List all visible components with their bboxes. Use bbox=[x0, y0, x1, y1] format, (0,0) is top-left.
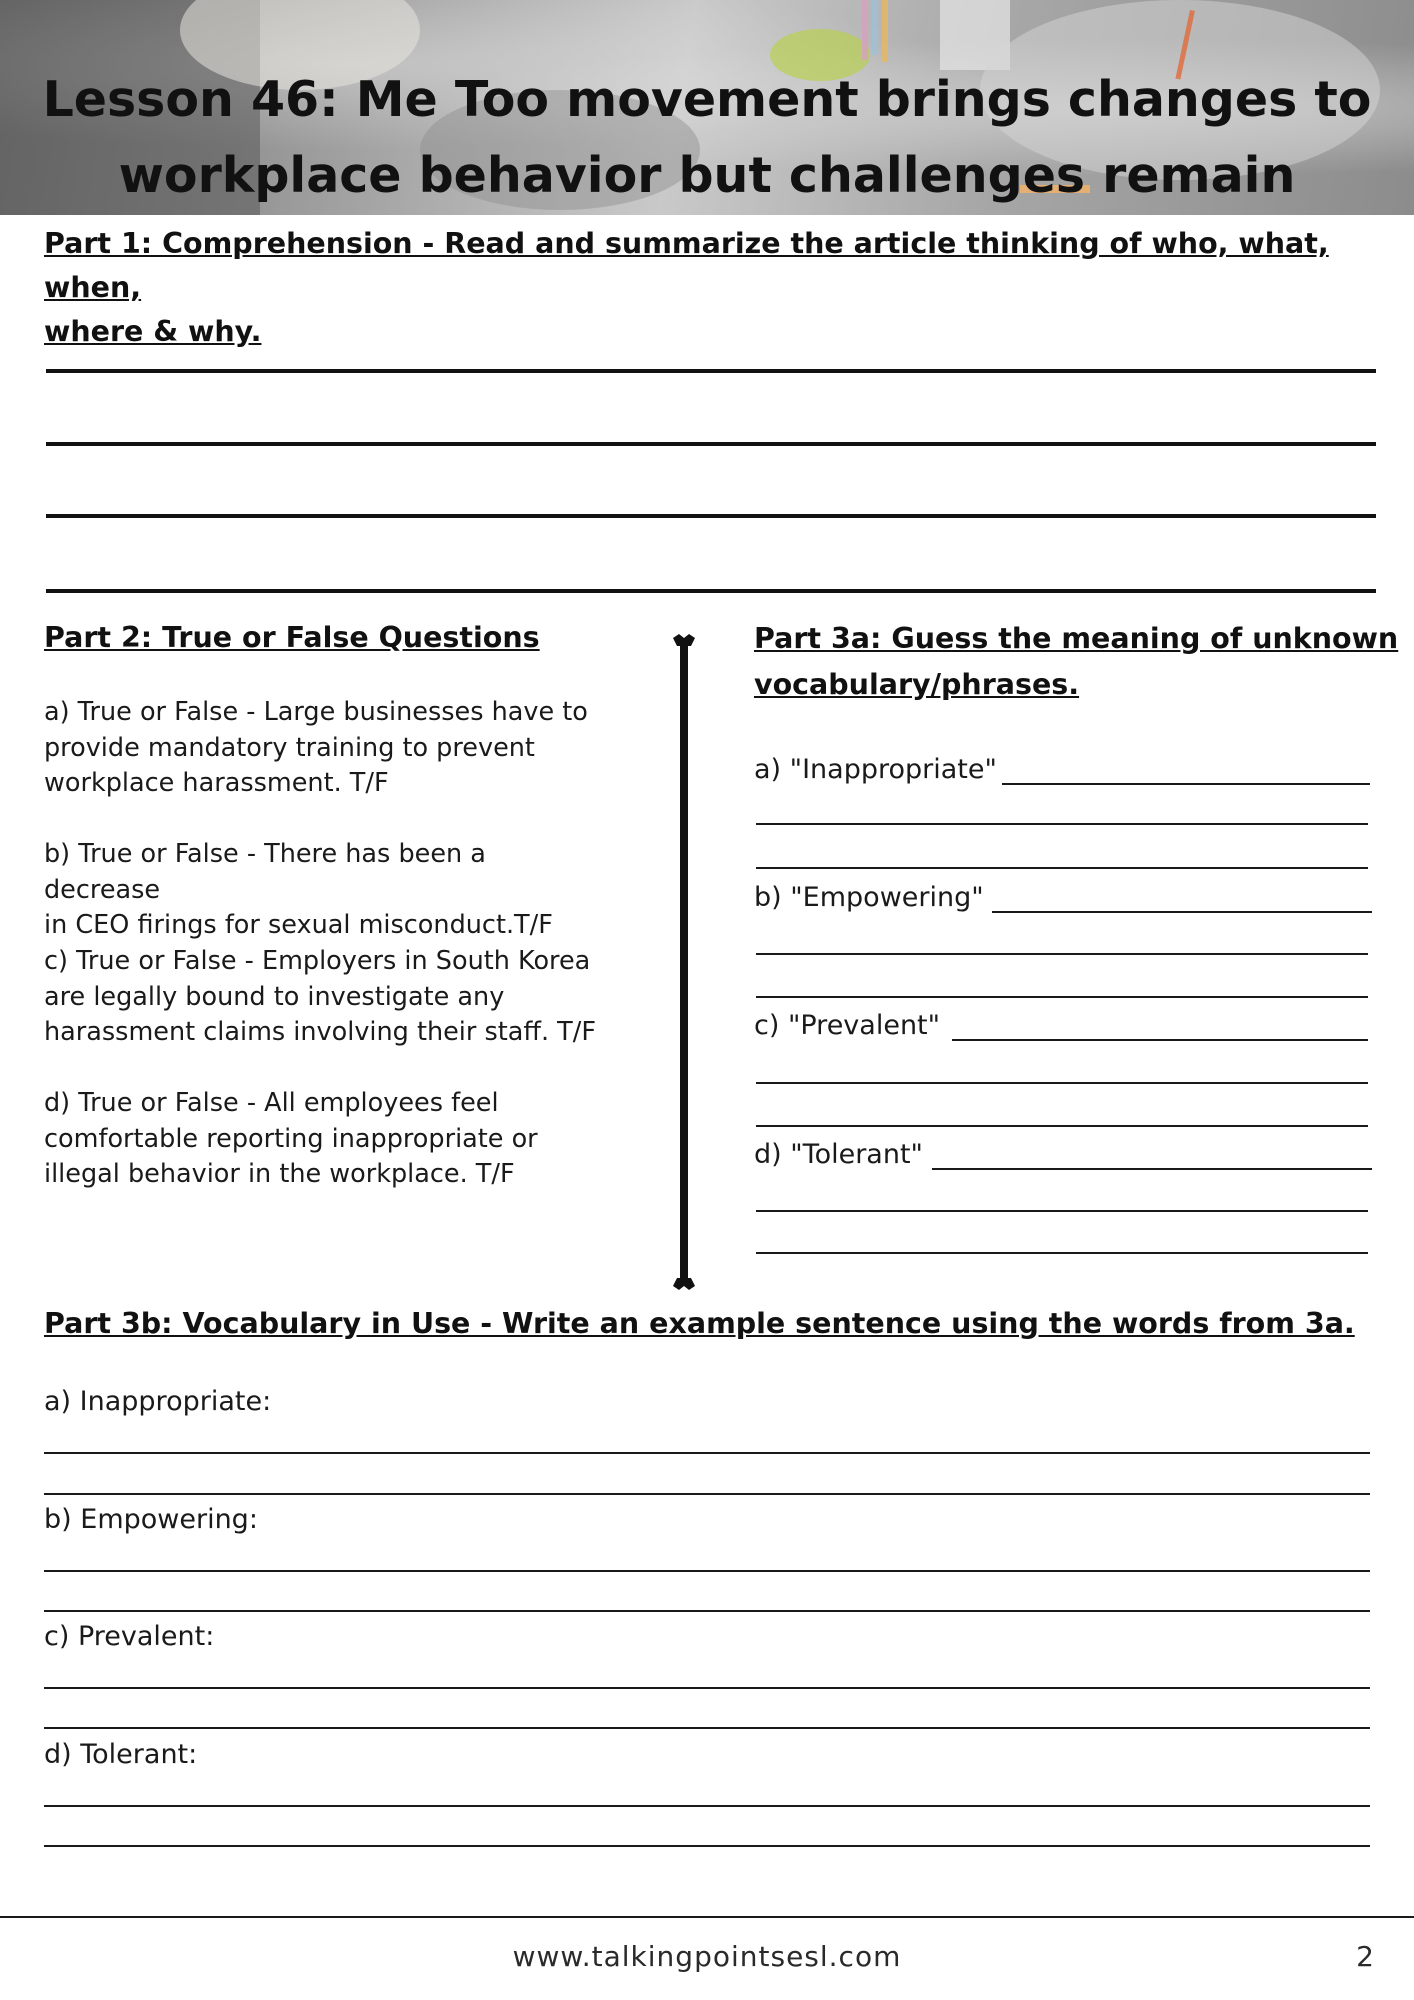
sentence-item-c-line-2[interactable] bbox=[44, 1727, 1370, 1729]
vocab-item-c-label: c) "Prevalent" bbox=[754, 1010, 941, 1041]
sentence-item-b-line-1[interactable] bbox=[44, 1570, 1370, 1572]
vocab-item-a-answer-line[interactable] bbox=[1002, 783, 1370, 785]
sentence-item-d-line-1[interactable] bbox=[44, 1805, 1370, 1807]
part1-answer-line-2[interactable] bbox=[46, 442, 1376, 446]
tf-question-d-line3: illegal behavior in the workplace. T/F bbox=[44, 1159, 515, 1189]
vocab-item-b-label: b) "Empowering" bbox=[754, 882, 984, 913]
part1-heading bbox=[44, 222, 1384, 354]
sentence-item-d-label: d) Tolerant: bbox=[44, 1739, 198, 1770]
part1-heading-line1: Part 1: Comprehension - Read and summarize the article thinking of who, what, when, bbox=[44, 227, 1329, 304]
part3a-heading-line2: vocabulary/phrases. bbox=[754, 668, 1080, 701]
part3a-heading bbox=[754, 616, 1398, 708]
part2-heading: Part 2: True or False Questions bbox=[44, 621, 540, 654]
tf-question-d-line2: comfortable reporting inappropriate or bbox=[44, 1123, 538, 1154]
footer-divider bbox=[0, 1916, 1414, 1918]
part1-answer-line-1[interactable] bbox=[46, 369, 1376, 373]
vocab-item-b-answer-line-3[interactable] bbox=[756, 996, 1368, 998]
tf-question-a bbox=[44, 695, 604, 802]
tf-question-a-line1: a) True or False - Large businesses have to bbox=[44, 697, 588, 727]
tf-question-d-line1: d) True or False - All employees feel bbox=[44, 1088, 499, 1118]
header-banner bbox=[0, 0, 1414, 215]
sentence-item-a-label: a) Inappropriate: bbox=[44, 1386, 272, 1417]
tf-question-a-line2: provide mandatory training to prevent bbox=[44, 732, 535, 763]
tf-question-c-line3: harassment claims involving their staff. T/F bbox=[44, 1017, 597, 1047]
sentence-item-b-label: b) Empowering: bbox=[44, 1504, 258, 1535]
part1-answer-line-4[interactable] bbox=[46, 589, 1376, 593]
tf-question-c-line2: are legally bound to investigate any bbox=[44, 981, 505, 1012]
vocab-item-d-answer-line-3[interactable] bbox=[756, 1252, 1368, 1254]
part3b-heading: Part 3b: Vocabulary in Use - Write an example sentence using the words from 3a. bbox=[44, 1307, 1355, 1340]
vocab-item-a-label: a) "Inappropriate" bbox=[754, 754, 997, 785]
vocab-item-c-answer-line-3[interactable] bbox=[756, 1125, 1368, 1127]
vocab-item-d-answer-line-2[interactable] bbox=[756, 1210, 1368, 1212]
vocab-item-a-answer-line-2[interactable] bbox=[756, 823, 1368, 825]
tf-question-b bbox=[44, 837, 604, 944]
vocab-item-c-answer-line[interactable] bbox=[952, 1039, 1368, 1041]
tf-question-d bbox=[44, 1086, 604, 1193]
tf-question-c bbox=[44, 944, 604, 1051]
sentence-item-c-line-1[interactable] bbox=[44, 1687, 1370, 1689]
page-title bbox=[0, 62, 1414, 214]
vocab-item-a-answer-line-3[interactable] bbox=[756, 867, 1368, 869]
column-divider bbox=[680, 645, 688, 1275]
divider-bottom-cap-icon bbox=[669, 1272, 699, 1292]
part3a-heading-line1: Part 3a: Guess the meaning of unknown bbox=[754, 622, 1399, 655]
sentence-item-b-line-2[interactable] bbox=[44, 1610, 1370, 1612]
vocab-item-c-answer-line-2[interactable] bbox=[756, 1082, 1368, 1084]
tf-question-b-line2: in CEO firings for sexual misconduct.T/F bbox=[44, 910, 553, 940]
title-line-2: workplace behavior but challenges remain bbox=[118, 147, 1296, 204]
vocab-item-b-answer-line-2[interactable] bbox=[756, 953, 1368, 955]
part1-heading-line2: where & why. bbox=[44, 315, 262, 348]
footer-website-link[interactable]: www.talkingpointsesl.com bbox=[512, 1940, 902, 1973]
title-line-1: Lesson 46: Me Too movement brings changes to bbox=[42, 71, 1372, 128]
tf-question-a-line3: workplace harassment. T/F bbox=[44, 768, 389, 798]
sentence-item-d-line-2[interactable] bbox=[44, 1845, 1370, 1847]
vocab-item-d-label: d) "Tolerant" bbox=[754, 1139, 923, 1170]
part1-answer-line-3[interactable] bbox=[46, 514, 1376, 518]
vocab-item-b-answer-line[interactable] bbox=[992, 911, 1372, 913]
vocab-item-d-answer-line[interactable] bbox=[932, 1168, 1372, 1170]
tf-question-b-line1: b) True or False - There has been a decrease bbox=[44, 839, 486, 905]
sentence-item-a-line-2[interactable] bbox=[44, 1493, 1370, 1495]
tf-question-c-line1: c) True or False - Employers in South Korea bbox=[44, 946, 591, 976]
page-number: 2 bbox=[1356, 1940, 1374, 1973]
sentence-item-c-label: c) Prevalent: bbox=[44, 1621, 215, 1652]
sentence-item-a-line-1[interactable] bbox=[44, 1452, 1370, 1454]
